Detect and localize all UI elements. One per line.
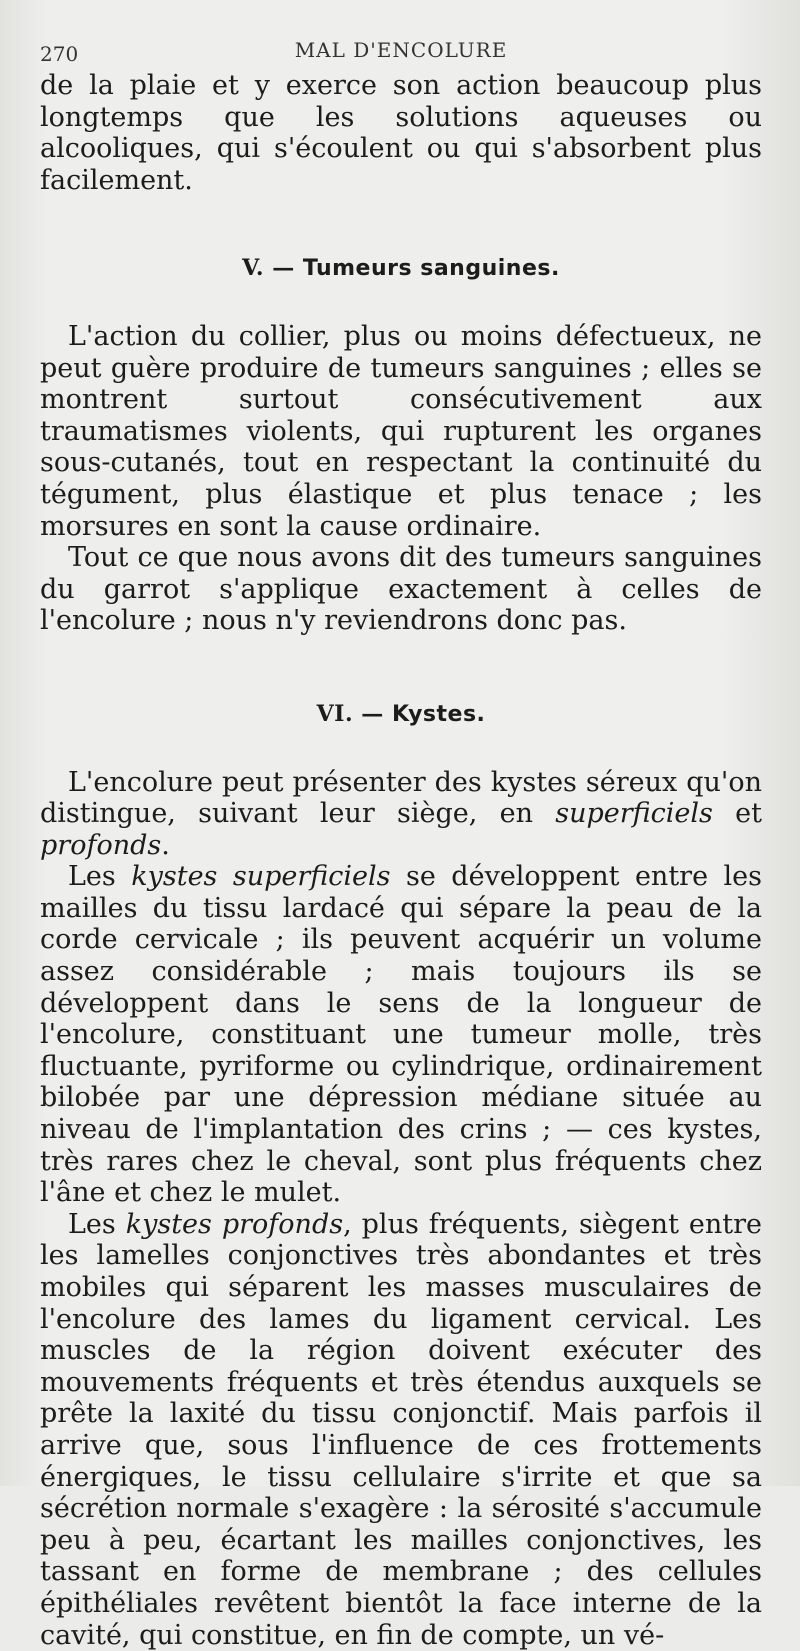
text-run: Les bbox=[68, 861, 132, 893]
page-number: 270 bbox=[40, 42, 79, 66]
section-heading-tumeurs bbox=[40, 253, 762, 285]
paragraph bbox=[40, 861, 762, 1209]
italic-term: kystes profonds bbox=[125, 1208, 344, 1240]
italic-term: superficiels bbox=[555, 798, 713, 830]
text-run: et bbox=[712, 798, 762, 830]
paragraph: Tout ce que nous avons dit des tumeurs sanguines du garrot s'applique exactement à celles de l'encolure ; nous n'y reviendrons donc pas. bbox=[40, 542, 762, 637]
italic-term: kystes superficiels bbox=[131, 861, 391, 893]
paragraph bbox=[40, 767, 762, 862]
text-run: , plus fréquents, siègent entre les lamelles conjonctives très abondantes et très mobiles qui séparent les masses musculaires de l'encolure des lames du ligament cervical. Les muscles de la région doivent exécuter des mouvements fréquents et très étendus auxquels se prête la laxité du tissu conjonctif. Mais parfois il arrive que, sous l'influence de ces frottements énergiques, le tissu cellulaire s'irrite et que sa sécrétion normale s'exagère : la sérosité s'accumule peu à peu, écartant les mailles conjonctives, les tassant en forme de membrane ; des cellules épithéliales revêtent bientôt la face interne de la cavité, qui constitue, en fin de compte, un vé- bbox=[40, 1208, 762, 1651]
text-run: . bbox=[161, 829, 170, 861]
section-title: Tumeurs sanguines. bbox=[302, 256, 560, 282]
italic-term: profonds bbox=[40, 829, 162, 861]
running-head bbox=[40, 30, 762, 70]
section-number: V. — bbox=[242, 255, 295, 282]
continuation-paragraph: de la plaie et y exerce son action beaucoup plus longtemps que les solutions aqueuses ou alcooliques, qui s'écoulent ou qui s'absorbent plus facilement. bbox=[40, 70, 762, 196]
text-run: L'encolure peut présenter des kystes séreux qu'on distingue, suivant leur siège, en bbox=[40, 766, 762, 830]
body-text bbox=[40, 70, 762, 1651]
section-heading-kystes bbox=[40, 699, 762, 731]
paragraph bbox=[40, 1209, 762, 1651]
text-run: se développent entre les mailles du tissu lardacé qui sépare la peau de la corde cervicale ; ils peuvent acquérir un volume assez considérable ; mais toujours ils se développent dans le sens de la longueur de l'encolure, constituant une tumeur molle, très fluctuante, pyriforme ou cylindrique, ordinairement bilobée par une dépression médiane située au niveau de l'implantation des crins ; — ces kystes, très rares chez le cheval, sont plus fréquents chez l'âne et chez le mulet. bbox=[40, 861, 762, 1209]
section-number: VI. — bbox=[316, 700, 384, 727]
paragraph: L'action du collier, plus ou moins défectueux, ne peut guère produire de tumeurs sanguines ; elles se montrent surtout consécutivement aux traumatismes violents, qui rupturent les organes sous-cutanés, tout en respectant la continuité du tégument, plus élastique et plus tenace ; les morsures en sont la cause ordinaire. bbox=[40, 320, 762, 542]
section-title: Kystes. bbox=[391, 701, 486, 727]
text-run: Les bbox=[68, 1208, 126, 1240]
running-title: MAL D'ENCOLURE bbox=[294, 38, 508, 62]
